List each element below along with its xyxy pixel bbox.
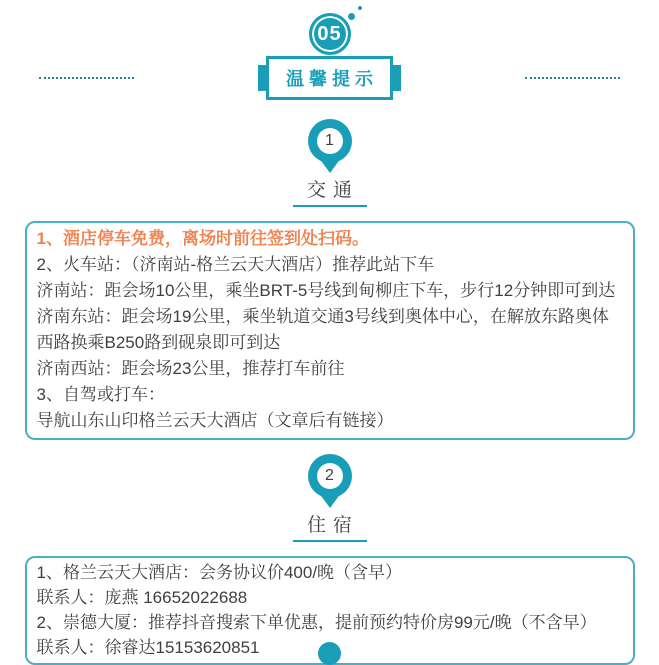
content-line: 济南东站：距会场19公里，乘坐轨道交通3号线到奥体中心，在解放东路奥体西路换乘B250路到砚泉即可到达	[36, 307, 609, 352]
ribbon-tab-left-icon	[258, 65, 268, 91]
title-row	[0, 58, 659, 98]
content-line: 联系人：徐睿达15153620851	[36, 638, 260, 657]
sparkle-dot-icon	[348, 13, 355, 20]
pin-circle	[308, 454, 352, 498]
section-title-transport: 交通	[306, 180, 359, 201]
title-underline	[293, 205, 367, 207]
dotted-divider-left	[39, 77, 134, 79]
pin-tip-icon	[319, 493, 341, 508]
section-accommodation	[0, 454, 659, 665]
badge-row	[0, 13, 659, 55]
content-line: 1、酒店停车免费，离场时前往签到处扫码。	[36, 229, 369, 248]
section-transport	[0, 119, 659, 440]
transport-info-box	[25, 221, 635, 440]
content-line: 导航山东山印格兰云天大酒店（文章后有链接）	[36, 411, 394, 430]
section-number-badge	[309, 13, 351, 55]
ribbon-tab-right-icon	[391, 65, 401, 91]
pin-number-label: 1	[317, 128, 343, 154]
title-ribbon	[266, 56, 393, 100]
sparkle-dot-icon	[358, 6, 362, 10]
content-line: 3、自驾或打车：	[36, 385, 165, 404]
pin-circle	[308, 119, 352, 163]
content-line: 2、崇德大厦：推荐抖音搜索下单优惠，提前预约特价房99元/晚（不含早）	[36, 613, 597, 632]
pin-tip-icon	[319, 158, 341, 173]
map-pin-icon	[308, 119, 352, 173]
content-line: 1、格兰云天大酒店：会务协议价400/晚（含早）	[36, 563, 403, 582]
badge-number-label: 05	[317, 22, 342, 45]
map-pin-icon	[308, 454, 352, 508]
title-underline	[293, 540, 367, 542]
section-title-accommodation: 住宿	[306, 515, 359, 536]
pin-number-label: 2	[317, 463, 343, 489]
content-line: 2、火车站：（济南站-格兰云天大酒店）推荐此站下车	[36, 255, 435, 274]
page-title: 温馨提示	[286, 69, 378, 89]
dotted-divider-right	[525, 77, 620, 79]
content-line: 联系人：庞燕 16652022688	[36, 588, 248, 607]
content-line: 济南站：距会场10公里，乘坐BRT-5号线到甸柳庄下车，步行12分钟即可到达	[36, 281, 616, 300]
content-line: 济南西站：距会场23公里，推荐打车前往	[36, 359, 345, 378]
next-pin-partial-icon	[318, 642, 341, 665]
